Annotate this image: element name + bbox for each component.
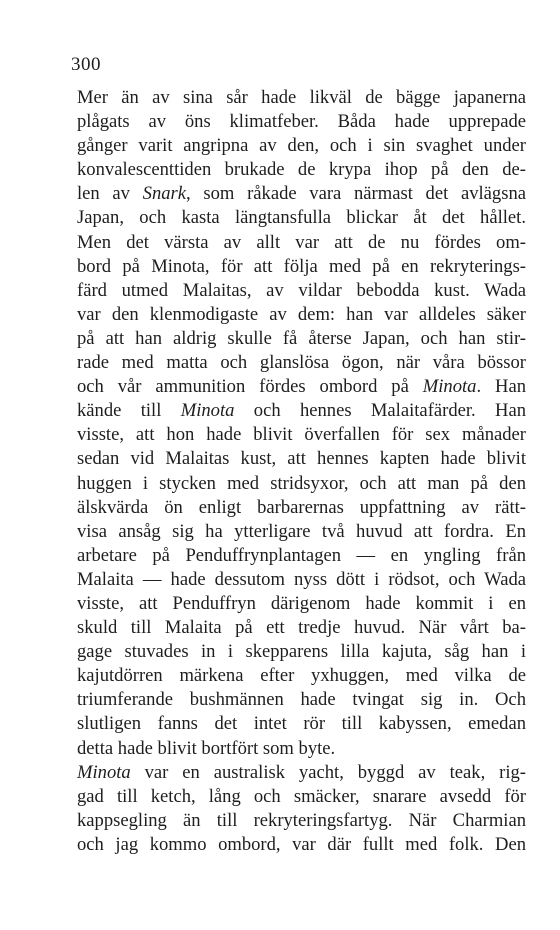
text-line: [77, 447, 526, 471]
text-segment: visa ansåg sig ha ytterligare två huvud att fordra. En: [77, 520, 526, 542]
text-line: [77, 399, 526, 423]
text-segment: kappsegling än till rekryteringsfartyg. När Charmian: [77, 809, 526, 831]
text-segment: var en australisk yacht, byggd av teak, rig-: [130, 761, 526, 783]
text-segment: och vår ammunition fördes ombord på: [77, 376, 423, 398]
text-segment: visste, att Penduffryn därigenom hade kommit i en: [77, 592, 526, 614]
text-line: [77, 809, 526, 833]
text-segment: detta hade blivit bortfört som byte.: [77, 737, 336, 759]
text-line: [77, 833, 526, 857]
text-line: [77, 182, 526, 206]
text-line: [77, 231, 526, 255]
text-line: [77, 279, 526, 303]
text-segment: Men det värsta av allt var att de nu fördes om-: [77, 231, 526, 253]
text-segment: gad till ketch, lång och smäcker, snarare avsedd för: [77, 785, 526, 807]
text-line: [77, 688, 526, 712]
text-segment: färd utmed Malaitas, av vildar bebodda kust. Wada: [77, 279, 526, 301]
text-line: [77, 785, 526, 809]
text-segment: . Han: [476, 376, 526, 398]
text-line: [77, 761, 526, 785]
text-line: [77, 496, 526, 520]
text-segment: plågats av öns klimatfeber. Båda hade upprepade: [77, 111, 526, 133]
text-line: [77, 351, 526, 375]
text-segment: gage stuvades in i skepparens lilla kajuta, såg han i: [77, 641, 526, 663]
text-line: [77, 568, 526, 592]
text-segment: gånger varit angripna av den, och i sin svaghet under: [77, 135, 526, 157]
text-segment: visste, att hon hade blivit överfallen för sex månader: [77, 424, 526, 446]
text-segment: bord på Minota, för att följa med på en rekryterings-: [77, 255, 526, 277]
text-segment: älskvärda ön enligt barbarernas uppfattning av rätt-: [77, 496, 526, 518]
text-line: [77, 327, 526, 351]
text-segment: , som råkade vara närmast det avlägsna: [186, 183, 527, 205]
body-text: [77, 86, 526, 857]
text-segment: slutligen fanns det intet rör till kabyssen, emedan: [77, 713, 526, 735]
text-line: [77, 737, 526, 761]
text-line: [77, 86, 526, 110]
text-segment: len av: [77, 183, 143, 205]
text-segment: på att han aldrig skulle få återse Japan, och han stir-: [77, 327, 526, 349]
text-line: [77, 423, 526, 447]
italic-text: Snark: [142, 183, 187, 205]
text-line: [77, 640, 526, 664]
text-line: [77, 664, 526, 688]
text-segment: kajutdörren märkena efter yxhuggen, med vilka de: [77, 665, 526, 687]
text-segment: rade med matta och glanslösa ögon, när våra bössor: [77, 352, 526, 374]
text-segment: Malaita — hade dessutom nyss dött i rödsot, och Wada: [77, 568, 526, 590]
text-line: [77, 520, 526, 544]
text-line: [77, 472, 526, 496]
text-segment: var den klenmodigaste av dem: han var alldeles säker: [77, 303, 526, 325]
text-line: [77, 592, 526, 616]
text-line: [77, 206, 526, 230]
text-line: [77, 375, 526, 399]
text-line: [77, 134, 526, 158]
text-line: [77, 544, 526, 568]
text-segment: skuld till Malaita på ett tredje huvud. När vårt ba-: [77, 617, 526, 639]
italic-text: Minota: [77, 761, 131, 783]
italic-text: Minota: [180, 400, 235, 422]
text-line: [77, 110, 526, 134]
text-line: [77, 255, 526, 279]
text-segment: Mer än av sina sår hade likväl de bägge japanerna: [77, 87, 526, 108]
italic-text: Minota: [422, 376, 477, 398]
text-segment: huggen i stycken med stridsyxor, och att man på den: [77, 472, 526, 494]
text-segment: triumferande bushmännen hade tvingat sig in. Och: [77, 689, 526, 711]
text-line: [77, 616, 526, 640]
text-line: [77, 158, 526, 182]
text-segment: Japan, och kasta längtansfulla blickar åt det hållet.: [77, 207, 526, 229]
text-line: [77, 303, 526, 327]
text-segment: konvalescenttiden brukade de krypa ihop på den de-: [77, 159, 526, 181]
text-line: [77, 712, 526, 736]
text-segment: och hennes Malaitafärder. Han: [234, 400, 526, 422]
page-number: 300: [71, 54, 101, 75]
text-segment: arbetare på Penduffrynplantagen — en yngling från: [77, 544, 526, 566]
text-segment: sedan vid Malaitas kust, att hennes kapten hade blivit: [77, 448, 526, 470]
text-segment: kände till: [77, 400, 181, 422]
text-segment: och jag kommo ombord, var där fullt med folk. Den: [77, 833, 526, 855]
